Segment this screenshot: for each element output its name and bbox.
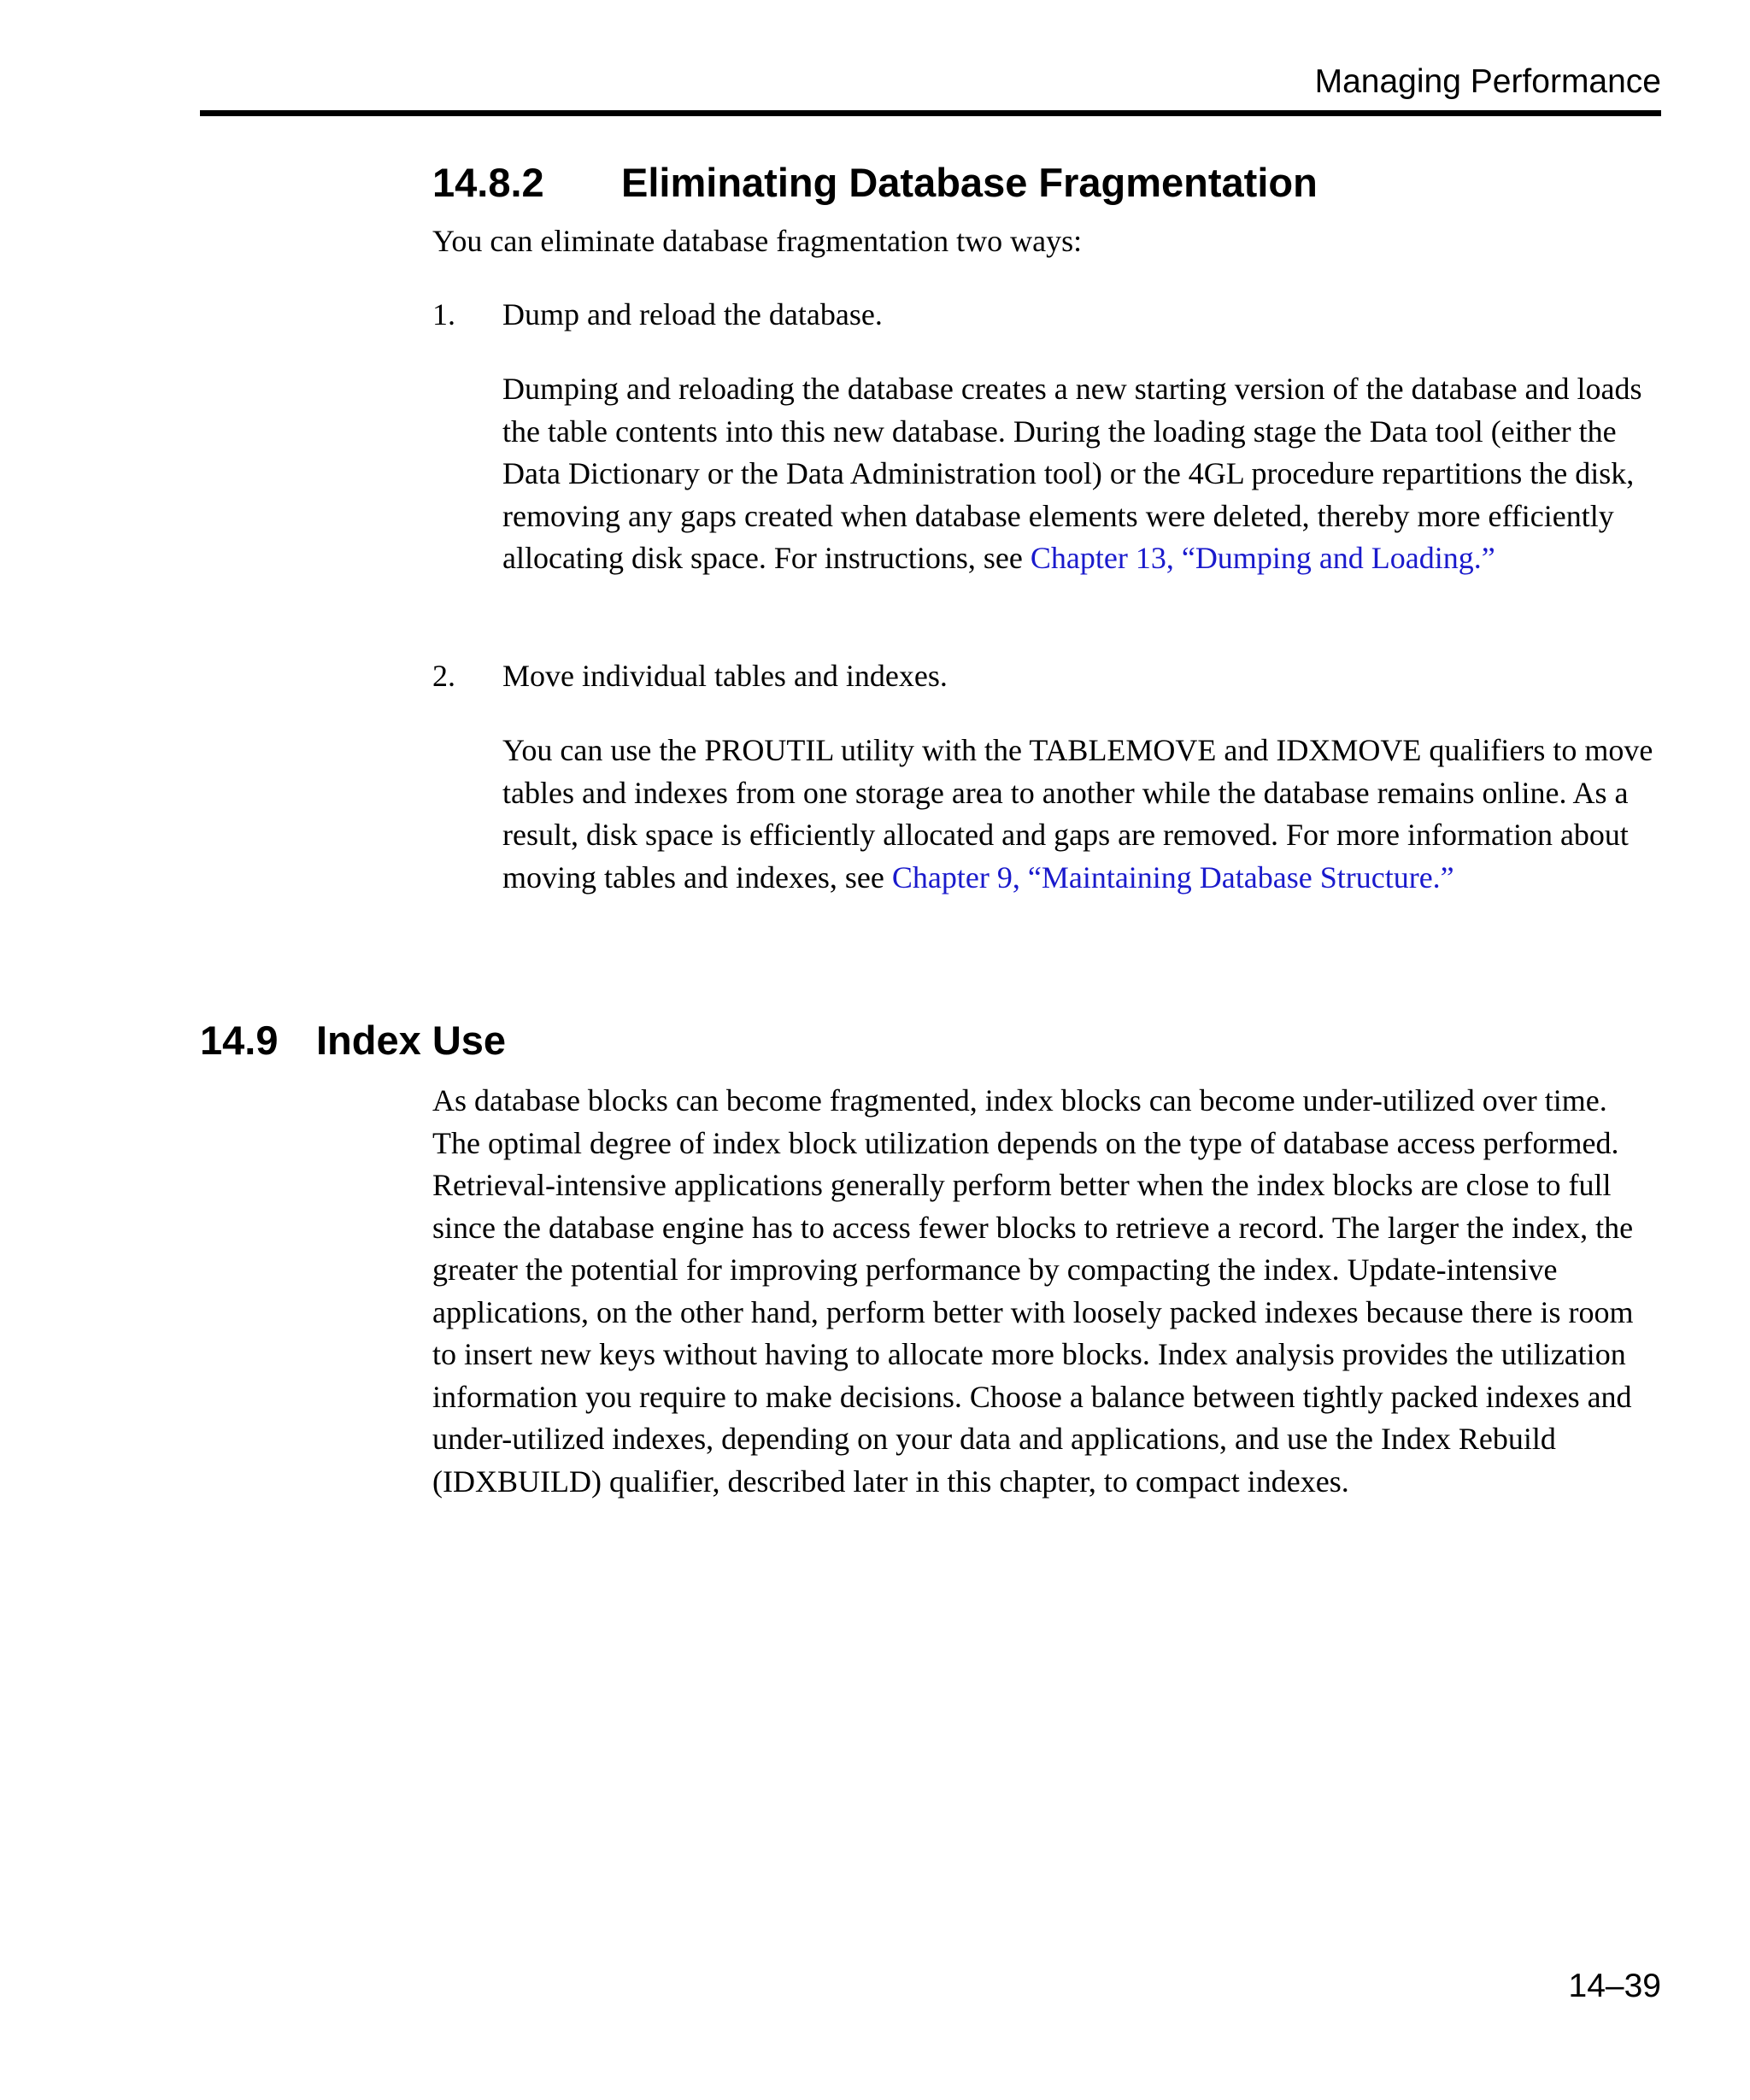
subsection-title: Eliminating Database Fragmentation [621, 160, 1318, 205]
page-number: 14–39 [1568, 1968, 1661, 2004]
section-body: As database blocks can become fragmented, index blocks can become under-utilized over time. The optimal degree of index block utilization depends on the type of database access performed. Retrieval-intensive applications generally perform better when the index blocks are close to full since the database engine has to access fewer blocks to retrieve a record. The larger the index, the greater the potential for improving performance by compacting the index. Update-intensive applications, on the other hand, perform better with loosely packed indexes because there is room to insert new keys without having to allocate more blocks. Index analysis provides the utilization information you require to make decisions. Choose a balance between tightly packed indexes and under-utilized indexes, depending on your data and applications, and use the Index Rebuild (IDXBUILD) qualifier, described later in this chapter, to compact indexes. [432, 1083, 1634, 1499]
list-item-body-text: Dumping and reloading the database creates a new starting version of the database and loads the table contents into this new database. During the loading stage the Data tool (either the Data Dictionary or the Data Administration tool) or the 4GL procedure repartitions the disk, removing any gaps created when database elements were deleted, thereby more efficiently allocating disk space. For instructions, see [502, 372, 1642, 575]
chapter-13-link[interactable]: Chapter 13, “Dumping and Loading.” [1030, 541, 1495, 575]
list-item-body [502, 368, 1658, 580]
subsection-number: 14.8.2 [432, 160, 544, 205]
list-item-number: 2. [432, 659, 455, 693]
list-item-heading: Move individual tables and indexes. [502, 659, 948, 693]
header-rule [200, 110, 1661, 116]
list-item-number: 1. [432, 297, 455, 331]
chapter-9-link[interactable]: Chapter 9, “Maintaining Database Structure.” [891, 859, 1454, 895]
running-header: Managing Performance [1314, 63, 1661, 100]
section-number: 14.9 [200, 1018, 279, 1063]
list-item-body-text: You can use the PROUTIL utility with the TABLEMOVE and IDXMOVE qualifiers to move tables and indexes from one storage area to another while the database remains online. As a result, disk space is efficiently allocated and gaps are removed. For more information about moving tables and indexes, see [502, 733, 1653, 895]
section-title: Index Use [316, 1018, 507, 1063]
subsection-intro: You can eliminate database fragmentation two ways: [432, 224, 1083, 258]
list-item-heading: Dump and reload the database. [502, 297, 883, 331]
list-item-body [502, 730, 1658, 899]
